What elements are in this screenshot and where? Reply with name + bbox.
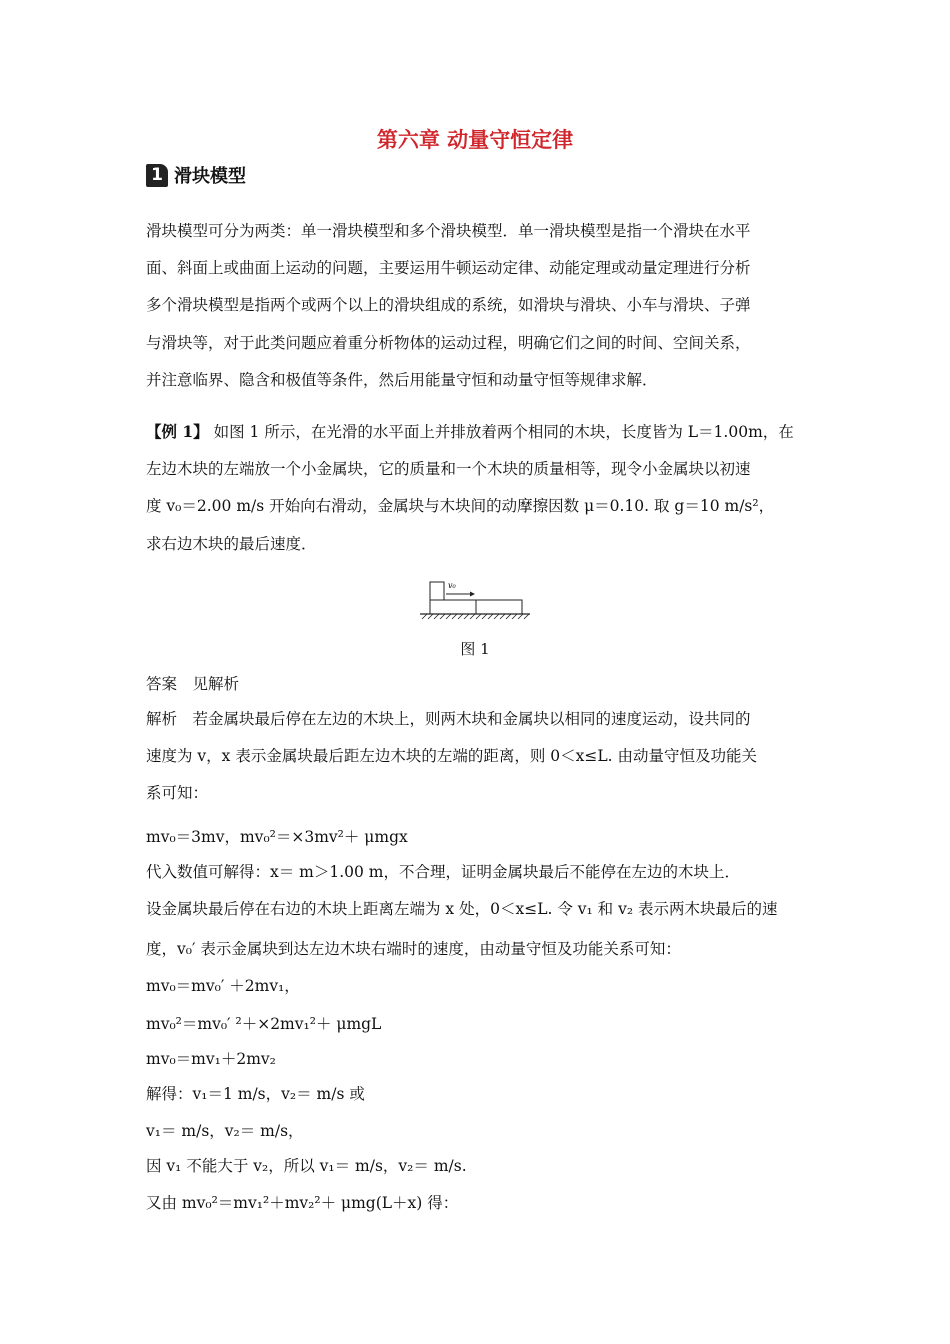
right-wood-block <box>476 600 522 614</box>
example-paragraph <box>146 413 806 563</box>
example-label: 【例 1】 <box>146 422 209 441</box>
left-wood-block <box>430 600 476 614</box>
equation-line: mv₀＝mv₁＋2mv₂ <box>146 1050 276 1068</box>
ground-hatching <box>422 614 529 619</box>
intro-line: 并注意临界、隐含和极值等条件，然后用能量守恒和动量守恒等规律求解． <box>146 370 658 389</box>
equation-line: mv₀＝mv₀′ ＋2mv₁， <box>146 977 300 995</box>
figure-1-diagram <box>418 578 532 634</box>
section-number-badge: 1 <box>146 164 168 187</box>
answer-line: 答案 见解析 <box>146 675 240 693</box>
example-line-first <box>146 413 806 451</box>
intro-line: 多个滑块模型是指两个或两个以上的滑块组成的系统，如滑块与滑块、小车与滑块、子弹 <box>146 296 751 315</box>
example-line: 如图 1 所示，在光滑的水平面上并排放着两个相同的木块，长度皆为 L＝1.00m，在 <box>208 423 794 441</box>
equation-line: mv₀＝3mv，mv₀²＝×3mv²＋ μmgx <box>146 828 408 846</box>
equation-line: mv₀²＝mv₀′ ²＋×2mv₁²＋ μmgL <box>146 1015 382 1033</box>
example-line: 左边木块的左端放一个小金属块，它的质量和一个木块的质量相等，现令小金属块以初速 <box>146 460 751 479</box>
intro-line: 滑块模型可分为两类：单一滑块模型和多个滑块模型．单一滑块模型是指一个滑块在水平 <box>146 222 751 240</box>
figure-caption: 图 1 <box>460 640 490 658</box>
analysis-text-line: 设金属块最后停在右边的木块上距离左端为 x 处，0＜x≤L. 令 v₁ 和 v₂ 表示两木块最后的速 <box>146 900 778 918</box>
analysis-line: 系可知： <box>146 784 209 803</box>
example-line: 度 v₀＝2.00 m/s 开始向右滑动，金属块与木块间的动摩擦因数 μ＝0.10. 取 g＝10 m/s²， <box>146 497 775 516</box>
analysis-line: 速度为 v，x 表示金属块最后距左边木块的左端的距离，则 0＜x≤L. 由动量守恒及功能关 <box>146 747 758 766</box>
example-line: 求右边木块的最后速度． <box>146 534 317 553</box>
analysis-text-line: 因 v₁ 不能大于 v₂，所以 v₁＝ m/s，v₂＝ m/s. <box>146 1157 467 1175</box>
equation-line: 又由 mv₀²＝mv₁²＋mv₂²＋ μmg(L＋x) 得： <box>146 1194 459 1212</box>
section-heading <box>146 162 246 188</box>
intro-paragraph <box>146 213 806 399</box>
velocity-label: v₀ <box>448 581 456 590</box>
section-title: 滑块模型 <box>174 166 246 187</box>
analysis-paragraph <box>146 701 806 813</box>
analysis-text-line: 代入数值可解得：x＝ m＞1.00 m，不合理，证明金属块最后不能停在左边的木块上． <box>146 863 741 881</box>
analysis-text-line: 解得：v₁＝1 m/s，v₂＝ m/s 或 <box>146 1085 365 1103</box>
intro-line: 面、斜面上或曲面上运动的问题，主要运用牛顿运动定律、动能定理或动量定理进行分析 <box>146 259 751 278</box>
analysis-text-line: 度，v₀′ 表示金属块到达左边木块右端时的速度，由动量守恒及功能关系可知： <box>146 940 681 958</box>
chapter-title: 第六章 动量守恒定律 <box>376 128 574 152</box>
intro-line: 与滑块等，对于此类问题应着重分析物体的运动过程，明确它们之间的时间、空间关系， <box>146 333 751 352</box>
analysis-text-line: v₁＝ m/s，v₂＝ m/s， <box>146 1122 304 1140</box>
arrow-head <box>470 592 475 597</box>
metal-block <box>430 582 444 600</box>
analysis-line: 解析 若金属块最后停在左边的木块上，则两木块和金属块以相同的速度运动，设共同的 <box>146 710 751 728</box>
